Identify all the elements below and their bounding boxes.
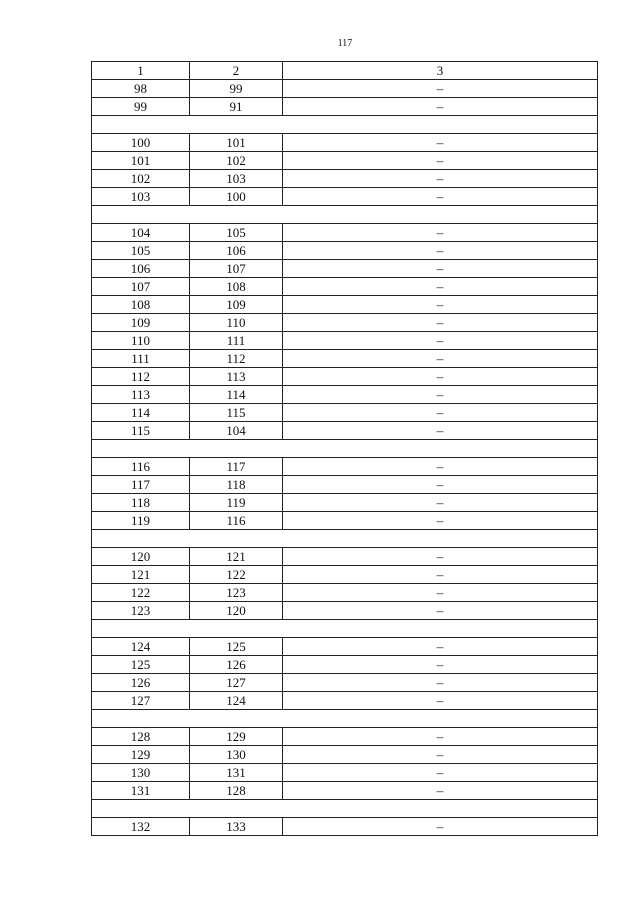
table-cell-col-2: 100 — [190, 188, 283, 206]
table-cell-col-3: – — [283, 782, 598, 800]
table-cell-col-1: 103 — [92, 188, 190, 206]
table-cell-col-3: – — [283, 170, 598, 188]
table-row — [92, 566, 598, 584]
table-cell-col-2: 113 — [190, 368, 283, 386]
table-cell-col-1: 116 — [92, 458, 190, 476]
table-cell-col-3: – — [283, 332, 598, 350]
table-row — [92, 242, 598, 260]
table-cell-col-3: – — [283, 638, 598, 656]
table-cell-col-3: – — [283, 98, 598, 116]
table-cell-col-2: 128 — [190, 782, 283, 800]
table-cell-col-3: – — [283, 548, 598, 566]
table-row — [92, 332, 598, 350]
table-cell-col-3: – — [283, 314, 598, 332]
table-cell-col-1: 98 — [92, 80, 190, 98]
table-cell-col-3: – — [283, 674, 598, 692]
group-separator-row — [92, 620, 598, 638]
table-cell-col-1: 112 — [92, 368, 190, 386]
table-cell-col-1: 129 — [92, 746, 190, 764]
table-cell-col-2: 121 — [190, 548, 283, 566]
table-cell-col-3: – — [283, 134, 598, 152]
table-row — [92, 476, 598, 494]
table-row — [92, 314, 598, 332]
table-row — [92, 494, 598, 512]
group-separator-row — [92, 800, 598, 818]
table-cell-col-1: 100 — [92, 134, 190, 152]
table-cell-col-3: – — [283, 386, 598, 404]
separator-cell — [92, 710, 598, 728]
table-row — [92, 782, 598, 800]
table-row — [92, 368, 598, 386]
table-cell-col-3: – — [283, 224, 598, 242]
table-cell-col-1: 105 — [92, 242, 190, 260]
table-cell-col-1: 104 — [92, 224, 190, 242]
page-number: 117 — [337, 38, 353, 49]
table-row — [92, 656, 598, 674]
table-row — [92, 728, 598, 746]
table-cell-col-1: 128 — [92, 728, 190, 746]
table-row — [92, 404, 598, 422]
table-row — [92, 638, 598, 656]
table-cell-col-1: 131 — [92, 782, 190, 800]
separator-cell — [92, 116, 598, 134]
table-cell-col-2: 99 — [190, 80, 283, 98]
header-col-2: 2 — [190, 62, 283, 80]
table-cell-col-2: 115 — [190, 404, 283, 422]
table-cell-col-1: 120 — [92, 548, 190, 566]
table-cell-col-2: 105 — [190, 224, 283, 242]
table-cell-col-3: – — [283, 584, 598, 602]
table-cell-col-3: – — [283, 296, 598, 314]
header-col-1: 1 — [92, 62, 190, 80]
table-cell-col-3: – — [283, 764, 598, 782]
table-cell-col-1: 101 — [92, 152, 190, 170]
table-row — [92, 764, 598, 782]
table-cell-col-2: 129 — [190, 728, 283, 746]
table-row — [92, 458, 598, 476]
table-cell-col-2: 124 — [190, 692, 283, 710]
table-cell-col-2: 102 — [190, 152, 283, 170]
table-cell-col-3: – — [283, 260, 598, 278]
table-cell-col-2: 108 — [190, 278, 283, 296]
table-cell-col-3: – — [283, 566, 598, 584]
table-cell-col-1: 127 — [92, 692, 190, 710]
table-cell-col-3: – — [283, 656, 598, 674]
table-cell-col-1: 119 — [92, 512, 190, 530]
group-separator-row — [92, 206, 598, 224]
table-row — [92, 296, 598, 314]
table-cell-col-2: 101 — [190, 134, 283, 152]
table-cell-col-3: – — [283, 746, 598, 764]
separator-cell — [92, 530, 598, 548]
table-cell-col-2: 117 — [190, 458, 283, 476]
table-cell-col-2: 119 — [190, 494, 283, 512]
table-row — [92, 98, 598, 116]
table-cell-col-2: 127 — [190, 674, 283, 692]
table-cell-col-2: 126 — [190, 656, 283, 674]
table-cell-col-1: 124 — [92, 638, 190, 656]
table-cell-col-1: 121 — [92, 566, 190, 584]
table-row — [92, 134, 598, 152]
table-cell-col-1: 118 — [92, 494, 190, 512]
table-cell-col-1: 122 — [92, 584, 190, 602]
table-row — [92, 224, 598, 242]
table-cell-col-3: – — [283, 692, 598, 710]
table-cell-col-2: 120 — [190, 602, 283, 620]
table-row — [92, 152, 598, 170]
table-cell-col-1: 108 — [92, 296, 190, 314]
table-cell-col-3: – — [283, 458, 598, 476]
separator-cell — [92, 206, 598, 224]
table-cell-col-3: – — [283, 422, 598, 440]
table-cell-col-1: 106 — [92, 260, 190, 278]
table-cell-col-1: 114 — [92, 404, 190, 422]
table-row — [92, 80, 598, 98]
table-cell-col-3: – — [283, 494, 598, 512]
table-cell-col-3: – — [283, 152, 598, 170]
group-separator-row — [92, 116, 598, 134]
table-cell-col-1: 130 — [92, 764, 190, 782]
table-cell-col-1: 107 — [92, 278, 190, 296]
table-row — [92, 170, 598, 188]
table-cell-col-2: 111 — [190, 332, 283, 350]
table-cell-col-3: – — [283, 602, 598, 620]
table-cell-col-1: 115 — [92, 422, 190, 440]
table-cell-col-2: 125 — [190, 638, 283, 656]
table-cell-col-3: – — [283, 278, 598, 296]
table-header-row — [92, 62, 598, 80]
table-row — [92, 512, 598, 530]
table-row — [92, 584, 598, 602]
table-cell-col-3: – — [283, 404, 598, 422]
table-cell-col-1: 125 — [92, 656, 190, 674]
data-table — [91, 61, 598, 836]
table-row — [92, 548, 598, 566]
table-cell-col-1: 123 — [92, 602, 190, 620]
group-separator-row — [92, 440, 598, 458]
group-separator-row — [92, 530, 598, 548]
table-cell-col-3: – — [283, 512, 598, 530]
header-col-3: 3 — [283, 62, 598, 80]
table-cell-col-2: 131 — [190, 764, 283, 782]
table-cell-col-3: – — [283, 476, 598, 494]
table-cell-col-3: – — [283, 728, 598, 746]
table-row — [92, 692, 598, 710]
table-cell-col-1: 132 — [92, 818, 190, 836]
table-row — [92, 818, 598, 836]
table-cell-col-1: 110 — [92, 332, 190, 350]
group-separator-row — [92, 710, 598, 728]
table-cell-col-2: 133 — [190, 818, 283, 836]
table-cell-col-2: 116 — [190, 512, 283, 530]
table-row — [92, 674, 598, 692]
table-cell-col-1: 111 — [92, 350, 190, 368]
table-cell-col-2: 104 — [190, 422, 283, 440]
table-row — [92, 746, 598, 764]
table-cell-col-3: – — [283, 188, 598, 206]
table-cell-col-2: 110 — [190, 314, 283, 332]
table-cell-col-3: – — [283, 818, 598, 836]
separator-cell — [92, 440, 598, 458]
table-row — [92, 260, 598, 278]
table-cell-col-3: – — [283, 350, 598, 368]
table-row — [92, 350, 598, 368]
table-row — [92, 188, 598, 206]
table-row — [92, 602, 598, 620]
table-cell-col-2: 122 — [190, 566, 283, 584]
table-cell-col-2: 130 — [190, 746, 283, 764]
table-cell-col-2: 107 — [190, 260, 283, 278]
table-cell-col-2: 112 — [190, 350, 283, 368]
table-cell-col-2: 91 — [190, 98, 283, 116]
table-cell-col-1: 117 — [92, 476, 190, 494]
table-row — [92, 278, 598, 296]
table-row — [92, 422, 598, 440]
table-cell-col-2: 118 — [190, 476, 283, 494]
table-row — [92, 386, 598, 404]
table-cell-col-1: 99 — [92, 98, 190, 116]
table-cell-col-2: 103 — [190, 170, 283, 188]
table-cell-col-3: – — [283, 242, 598, 260]
table-cell-col-1: 113 — [92, 386, 190, 404]
table-cell-col-2: 123 — [190, 584, 283, 602]
table-cell-col-1: 109 — [92, 314, 190, 332]
table-cell-col-2: 114 — [190, 386, 283, 404]
table-cell-col-2: 106 — [190, 242, 283, 260]
table-cell-col-2: 109 — [190, 296, 283, 314]
table-body — [92, 62, 598, 836]
separator-cell — [92, 620, 598, 638]
table-cell-col-3: – — [283, 80, 598, 98]
separator-cell — [92, 800, 598, 818]
table-cell-col-1: 126 — [92, 674, 190, 692]
table-cell-col-1: 102 — [92, 170, 190, 188]
table-cell-col-3: – — [283, 368, 598, 386]
